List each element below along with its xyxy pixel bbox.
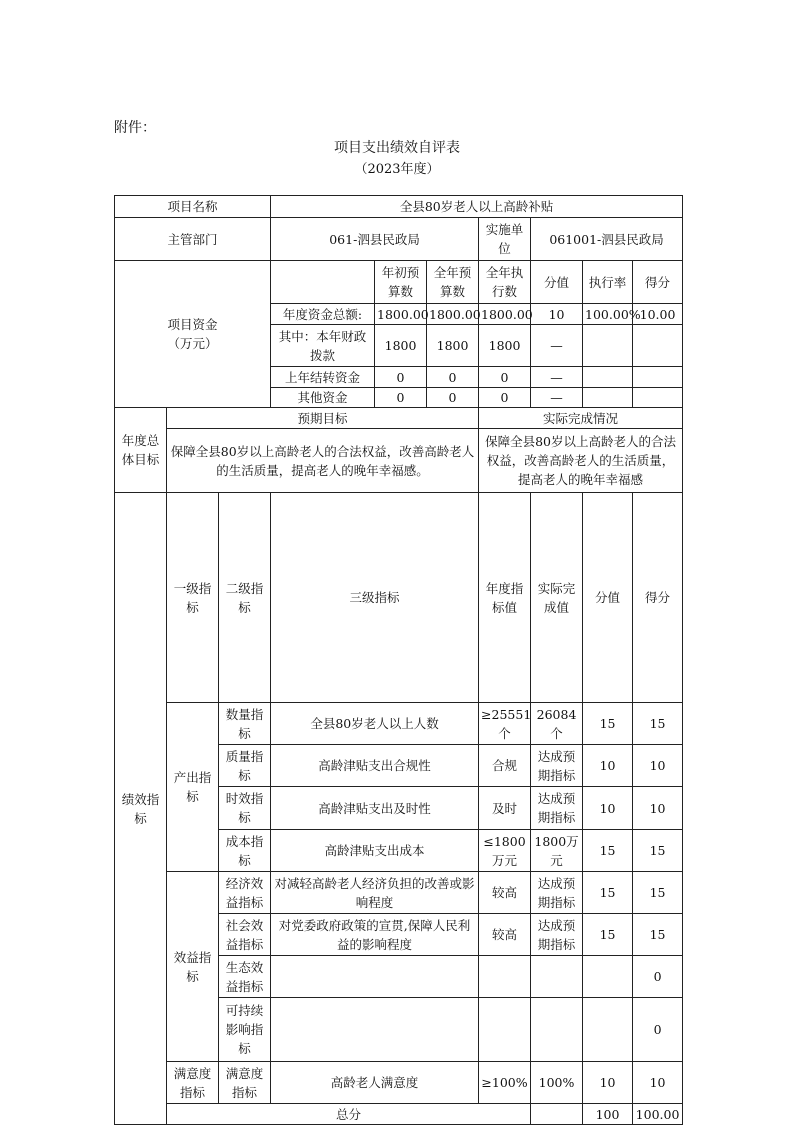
dept-value: 061-泗县民政局 <box>271 218 479 261</box>
indicator-actual: 26084个 <box>531 703 583 745</box>
indicator-level3: 高龄津贴支出及时性 <box>271 787 479 830</box>
indicator-target: ≥25551个 <box>479 703 531 745</box>
indicator-level3 <box>271 956 479 998</box>
indicator-level3: 高龄津贴支出成本 <box>271 830 479 872</box>
funds-cell: 1800 <box>375 325 427 367</box>
indicator-level3 <box>271 998 479 1062</box>
impl-value: 061001-泗县民政局 <box>531 218 683 261</box>
project-name-value: 全县80岁老人以上高龄补贴 <box>271 196 683 218</box>
indicator-target: 及时 <box>479 787 531 830</box>
funds-cell: — <box>531 367 583 388</box>
expected-goal-text: 保障全县80岁以上高龄老人的合法权益，改善高龄老人的生活质量，提高老人的晚年幸福感。 <box>167 429 479 493</box>
funds-header: 年初预算数 <box>375 261 427 304</box>
funds-cell: — <box>531 325 583 367</box>
indicator-target: 合规 <box>479 745 531 787</box>
indicator-level2: 成本指标 <box>219 830 271 872</box>
indicator-score: 10 <box>583 787 633 830</box>
funds-header: 全年执行数 <box>479 261 531 304</box>
indicator-level3: 全县80岁老人以上人数 <box>271 703 479 745</box>
indicator-level2: 社会效益指标 <box>219 914 271 956</box>
indicator-target: 较高 <box>479 914 531 956</box>
indicator-got: 10 <box>633 745 683 787</box>
actual-goal-text: 保障全县80岁以上高龄老人的合法权益，改善高龄老人的生活质量，提高老人的晚年幸福感 <box>479 429 683 493</box>
project-name-label: 项目名称 <box>115 196 271 218</box>
indicator-header: 分值 <box>583 493 633 703</box>
indicator-score <box>583 956 633 998</box>
indicator-got: 10 <box>633 787 683 830</box>
indicator-target: ≤1800万元 <box>479 830 531 872</box>
funds-cell <box>633 388 683 408</box>
indicator-header: 三级指标 <box>271 493 479 703</box>
indicator-level2: 可持续影响指标 <box>219 998 271 1062</box>
indicator-level2: 经济效益指标 <box>219 872 271 914</box>
funds-header: 得分 <box>633 261 683 304</box>
indicator-got: 10 <box>633 1062 683 1104</box>
funds-row-label: 年度资金总额: <box>271 304 375 325</box>
indicator-score: 10 <box>583 1062 633 1104</box>
page-title: 项目支出绩效自评表 <box>334 140 460 156</box>
funds-cell: 0 <box>479 388 531 408</box>
indicator-actual: 达成预期指标 <box>531 745 583 787</box>
actual-goal-header: 实际完成情况 <box>479 408 683 429</box>
funds-row-label: 上年结转资金 <box>271 367 375 388</box>
funds-header: 分值 <box>531 261 583 304</box>
indicator-score: 15 <box>583 703 633 745</box>
funds-cell: — <box>531 388 583 408</box>
funds-label: 项目资金 <box>167 317 218 332</box>
indicator-level2: 满意度指标 <box>219 1062 271 1104</box>
funds-header: 全年预算数 <box>427 261 479 304</box>
funds-cell: 0 <box>375 367 427 388</box>
indicator-actual: 达成预期指标 <box>531 914 583 956</box>
indicator-level3: 对减轻高龄老人经济负担的改善或影响程度 <box>271 872 479 914</box>
indicator-level1: 产出指标 <box>167 703 219 872</box>
funds-cell: 1800.00 <box>375 304 427 325</box>
evaluation-table <box>114 195 683 1125</box>
funds-cell <box>583 325 633 367</box>
funds-cell: 1800.00 <box>479 304 531 325</box>
indicator-got: 15 <box>633 830 683 872</box>
indicator-header: 实际完成值 <box>531 493 583 703</box>
indicator-actual: 达成预期指标 <box>531 787 583 830</box>
indicator-target: ≥100% <box>479 1062 531 1104</box>
indicator-actual <box>531 956 583 998</box>
funds-row-label: 其中：本年财政拨款 <box>271 325 375 367</box>
attachment-label: 附件： <box>114 120 156 136</box>
indicator-score: 15 <box>583 830 633 872</box>
indicator-header: 得分 <box>633 493 683 703</box>
indicator-level3: 对党委政府政策的宣贯,保障人民利益的影响程度 <box>271 914 479 956</box>
impl-label: 实施单位 <box>479 218 531 261</box>
total-blank <box>531 1104 583 1125</box>
funds-cell: 10 <box>531 304 583 325</box>
funds-cell <box>583 367 633 388</box>
funds-cell: 0 <box>479 367 531 388</box>
funds-cell: 0 <box>427 388 479 408</box>
funds-cell: 1800 <box>479 325 531 367</box>
total-got: 100.00 <box>633 1104 683 1125</box>
funds-header-blank <box>271 261 375 304</box>
indicator-level2: 数量指标 <box>219 703 271 745</box>
indicator-level1: 满意度指标 <box>167 1062 219 1104</box>
expected-goal-header: 预期目标 <box>167 408 479 429</box>
indicator-actual: 1800万元 <box>531 830 583 872</box>
total-score: 100 <box>583 1104 633 1125</box>
funds-cell: 1800 <box>427 325 479 367</box>
indicators-label: 绩效指标 <box>115 493 167 1125</box>
indicator-header: 一级指标 <box>167 493 219 703</box>
indicator-level2: 生态效益指标 <box>219 956 271 998</box>
indicator-target: 较高 <box>479 872 531 914</box>
indicator-got: 15 <box>633 872 683 914</box>
page-subtitle: （2023年度） <box>354 162 440 177</box>
total-label: 总分 <box>167 1104 531 1125</box>
indicator-got: 15 <box>633 914 683 956</box>
funds-unit: （万元） <box>167 336 218 351</box>
funds-cell <box>583 388 633 408</box>
indicator-actual: 达成预期指标 <box>531 872 583 914</box>
indicator-target <box>479 998 531 1062</box>
indicator-level2: 时效指标 <box>219 787 271 830</box>
indicator-actual <box>531 998 583 1062</box>
indicator-level3: 高龄津贴支出合规性 <box>271 745 479 787</box>
goals-label: 年度总体目标 <box>115 408 167 493</box>
indicator-got: 15 <box>633 703 683 745</box>
indicator-score: 10 <box>583 745 633 787</box>
indicator-target <box>479 956 531 998</box>
indicator-header: 年度指标值 <box>479 493 531 703</box>
indicator-score: 15 <box>583 872 633 914</box>
indicator-score <box>583 998 633 1062</box>
dept-label: 主管部门 <box>115 218 271 261</box>
indicator-header: 二级指标 <box>219 493 271 703</box>
funds-cell: 0 <box>375 388 427 408</box>
funds-label-cell <box>115 261 271 408</box>
funds-cell: 0 <box>427 367 479 388</box>
indicator-got: 0 <box>633 998 683 1062</box>
funds-header: 执行率 <box>583 261 633 304</box>
funds-cell: 1800.00 <box>427 304 479 325</box>
indicator-score: 15 <box>583 914 633 956</box>
indicator-actual: 100% <box>531 1062 583 1104</box>
indicator-level3: 高龄老人满意度 <box>271 1062 479 1104</box>
indicator-level2: 质量指标 <box>219 745 271 787</box>
funds-cell: 100.00% <box>583 304 633 325</box>
funds-row-label: 其他资金 <box>271 388 375 408</box>
indicator-level1: 效益指标 <box>167 872 219 1062</box>
indicator-got: 0 <box>633 956 683 998</box>
funds-cell: 10.00 <box>633 304 683 325</box>
funds-cell <box>633 325 683 367</box>
funds-cell <box>633 367 683 388</box>
